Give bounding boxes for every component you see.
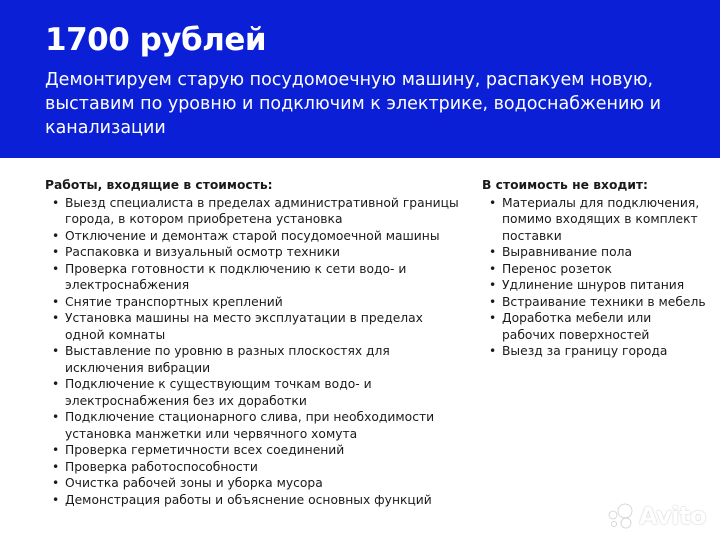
- price-title: 1700 рублей: [45, 22, 267, 58]
- list-item: • Выравнивание пола: [482, 244, 707, 261]
- list-item: • Проверка герметичности всех соединений: [45, 442, 465, 459]
- avito-watermark: [605, 502, 706, 530]
- included-works-list: [45, 195, 465, 509]
- not-included-list: [482, 195, 707, 360]
- list-item: • Проверка работоспособности: [45, 459, 465, 476]
- list-item: • Перенос розеток: [482, 261, 707, 278]
- avito-logo-icon: [605, 503, 635, 529]
- list-item: • Выставление по уровню в разных плоскостях для исключения вибрации: [45, 343, 465, 376]
- list-item: • Встраивание техники в мебель: [482, 294, 707, 311]
- list-item: • Установка машины на место эксплуатации в пределах одной комнаты: [45, 310, 465, 343]
- list-item: • Проверка готовности к подключению к сети водо- и электроснабжения: [45, 261, 465, 294]
- list-item: • Распаковка и визуальный осмотр техники: [45, 244, 465, 261]
- list-item: • Материалы для подключения, помимо входящих в комплект поставки: [482, 195, 707, 245]
- list-item: • Отключение и демонтаж старой посудомоечной машины: [45, 228, 465, 245]
- list-item: • Выезд специалиста в пределах административной границы города, в котором приобретена установка: [45, 195, 465, 228]
- list-item: • Подключение стационарного слива, при необходимости установка манжетки или червячного хомута: [45, 409, 465, 442]
- included-works-section: [45, 177, 465, 508]
- list-item: • Доработка мебели или рабочих поверхностей: [482, 310, 707, 343]
- included-works-title: Работы, входящие в стоимость:: [45, 178, 273, 192]
- not-included-section: [482, 177, 707, 360]
- service-description: Демонтируем старую посудомоечную машину, распакуем новую, выставим по уровню и подключим к электрике, водоснабжению и канализации: [45, 70, 662, 138]
- price-banner: [0, 0, 720, 158]
- list-item: • Демонстрация работы и объяснение основных функций: [45, 492, 465, 509]
- list-item: • Снятие транспортных креплений: [45, 294, 465, 311]
- list-item: • Подключение к существующим точкам водо- и электроснабжения без их доработки: [45, 376, 465, 409]
- not-included-title: В стоимость не входит:: [482, 178, 648, 192]
- avito-watermark-text: Avito: [638, 502, 706, 530]
- list-item: • Выезд за границу города: [482, 343, 707, 360]
- list-item: • Удлинение шнуров питания: [482, 277, 707, 294]
- list-item: • Очистка рабочей зоны и уборка мусора: [45, 475, 465, 492]
